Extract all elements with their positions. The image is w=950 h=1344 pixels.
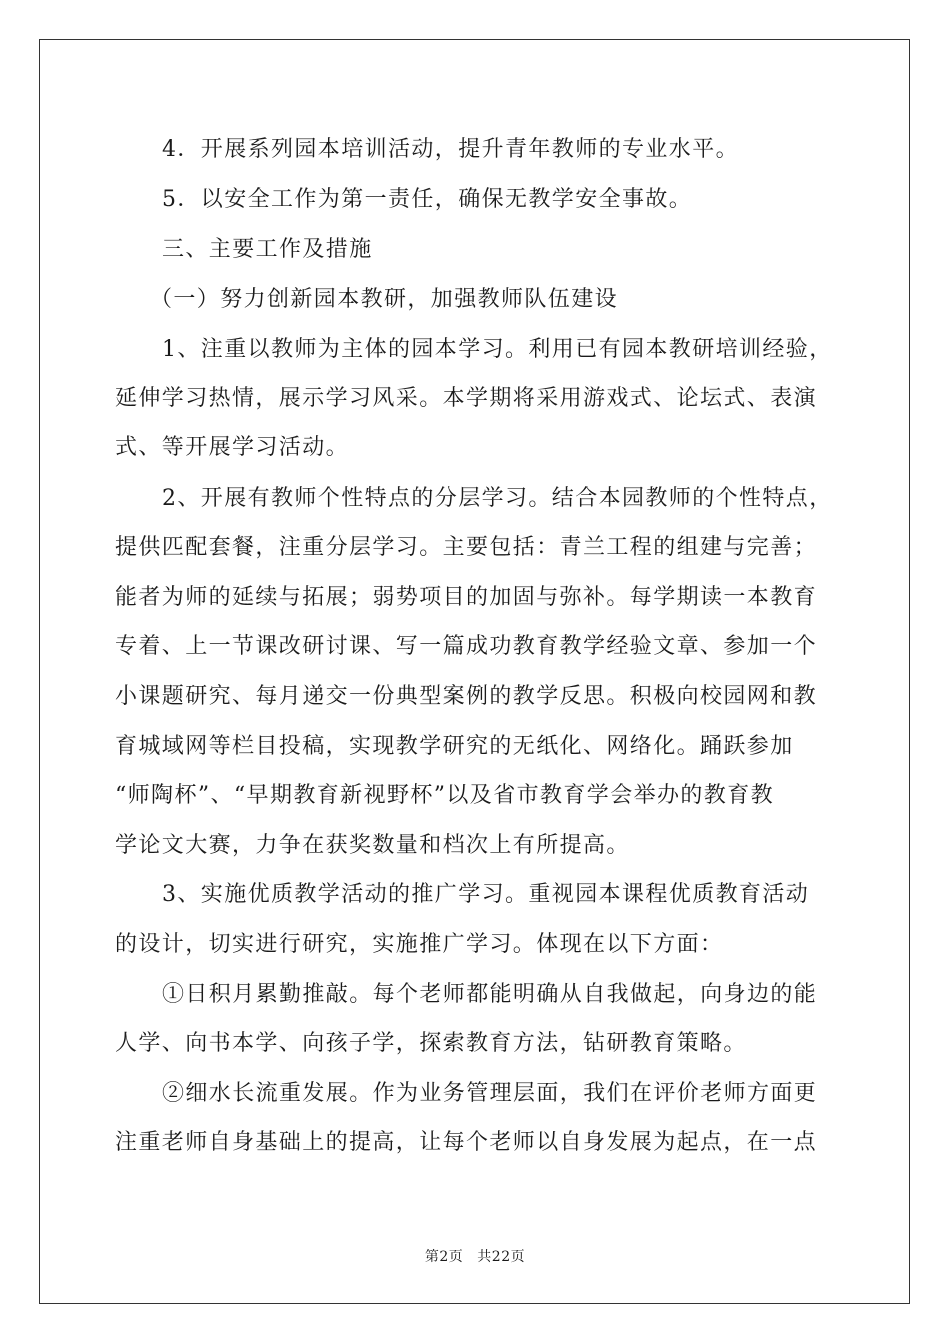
text-line: 3、实施优质教学活动的推广学习。重视园本课程优质教育活动 bbox=[162, 882, 810, 907]
text-line: 的设计，切实进行研究，实施推广学习。体现在以下方面： bbox=[115, 932, 724, 957]
text-line: 1、注重以教师为主体的园本学习。利用已有园本教研培训经验， bbox=[162, 337, 833, 362]
text-line: 学论文大赛，力争在获奖数量和档次上有所提高。 bbox=[115, 833, 630, 858]
current-page-label: 第2页 bbox=[424, 1249, 464, 1265]
text-line: 人学、向书本学、向孩子学，探索教育方法，钻研教育策略。 bbox=[115, 1031, 747, 1056]
text-line: ①日积月累勤推敲。每个老师都能明确从自我做起，向身边的能 bbox=[162, 982, 818, 1007]
text-line: 5．以安全工作为第一责任，确保无教学安全事故。 bbox=[162, 187, 693, 212]
text-line: “师陶杯”、“早期教育新视野杯”以及省市教育学会举办的教育教 bbox=[115, 783, 774, 808]
text-line: 4．开展系列园本培训活动，提升青年教师的专业水平。 bbox=[162, 137, 739, 162]
text-line: 提供匹配套餐，注重分层学习。主要包括：青兰工程的组建与完善； bbox=[115, 535, 818, 560]
page-footer bbox=[0, 1246, 950, 1266]
text-line: 能者为师的延续与拓展；弱势项目的加固与弥补。每学期读一本教育 bbox=[115, 585, 818, 610]
text-line: 专着、上一节课改研讨课、写一篇成功教育教学经验文章、参加一个 bbox=[115, 634, 818, 659]
total-pages-label: 共22页 bbox=[477, 1249, 526, 1265]
text-line: 注重老师自身基础上的提高，让每个老师以自身发展为起点，在一点 bbox=[115, 1130, 818, 1155]
text-line: 小课题研究、每月递交一份典型案例的教学反思。积极向校园网和教 bbox=[115, 684, 818, 709]
section-heading: 三、主要工作及措施 bbox=[162, 237, 373, 262]
text-line: 延伸学习热情，展示学习风采。本学期将采用游戏式、论坛式、表演 bbox=[115, 386, 818, 411]
page-border bbox=[39, 39, 910, 1304]
text-line: 2、开展有教师个性特点的分层学习。结合本园教师的个性特点， bbox=[162, 486, 833, 511]
subsection-heading: （一）努力创新园本教研，加强教师队伍建设 bbox=[150, 287, 619, 312]
text-line: 式、等开展学习活动。 bbox=[115, 435, 350, 460]
text-line: 育城域网等栏目投稿，实现教学研究的无纸化、网络化。踊跃参加 bbox=[115, 734, 794, 759]
text-line: ②细水长流重发展。作为业务管理层面，我们在评价老师方面更 bbox=[162, 1081, 818, 1106]
